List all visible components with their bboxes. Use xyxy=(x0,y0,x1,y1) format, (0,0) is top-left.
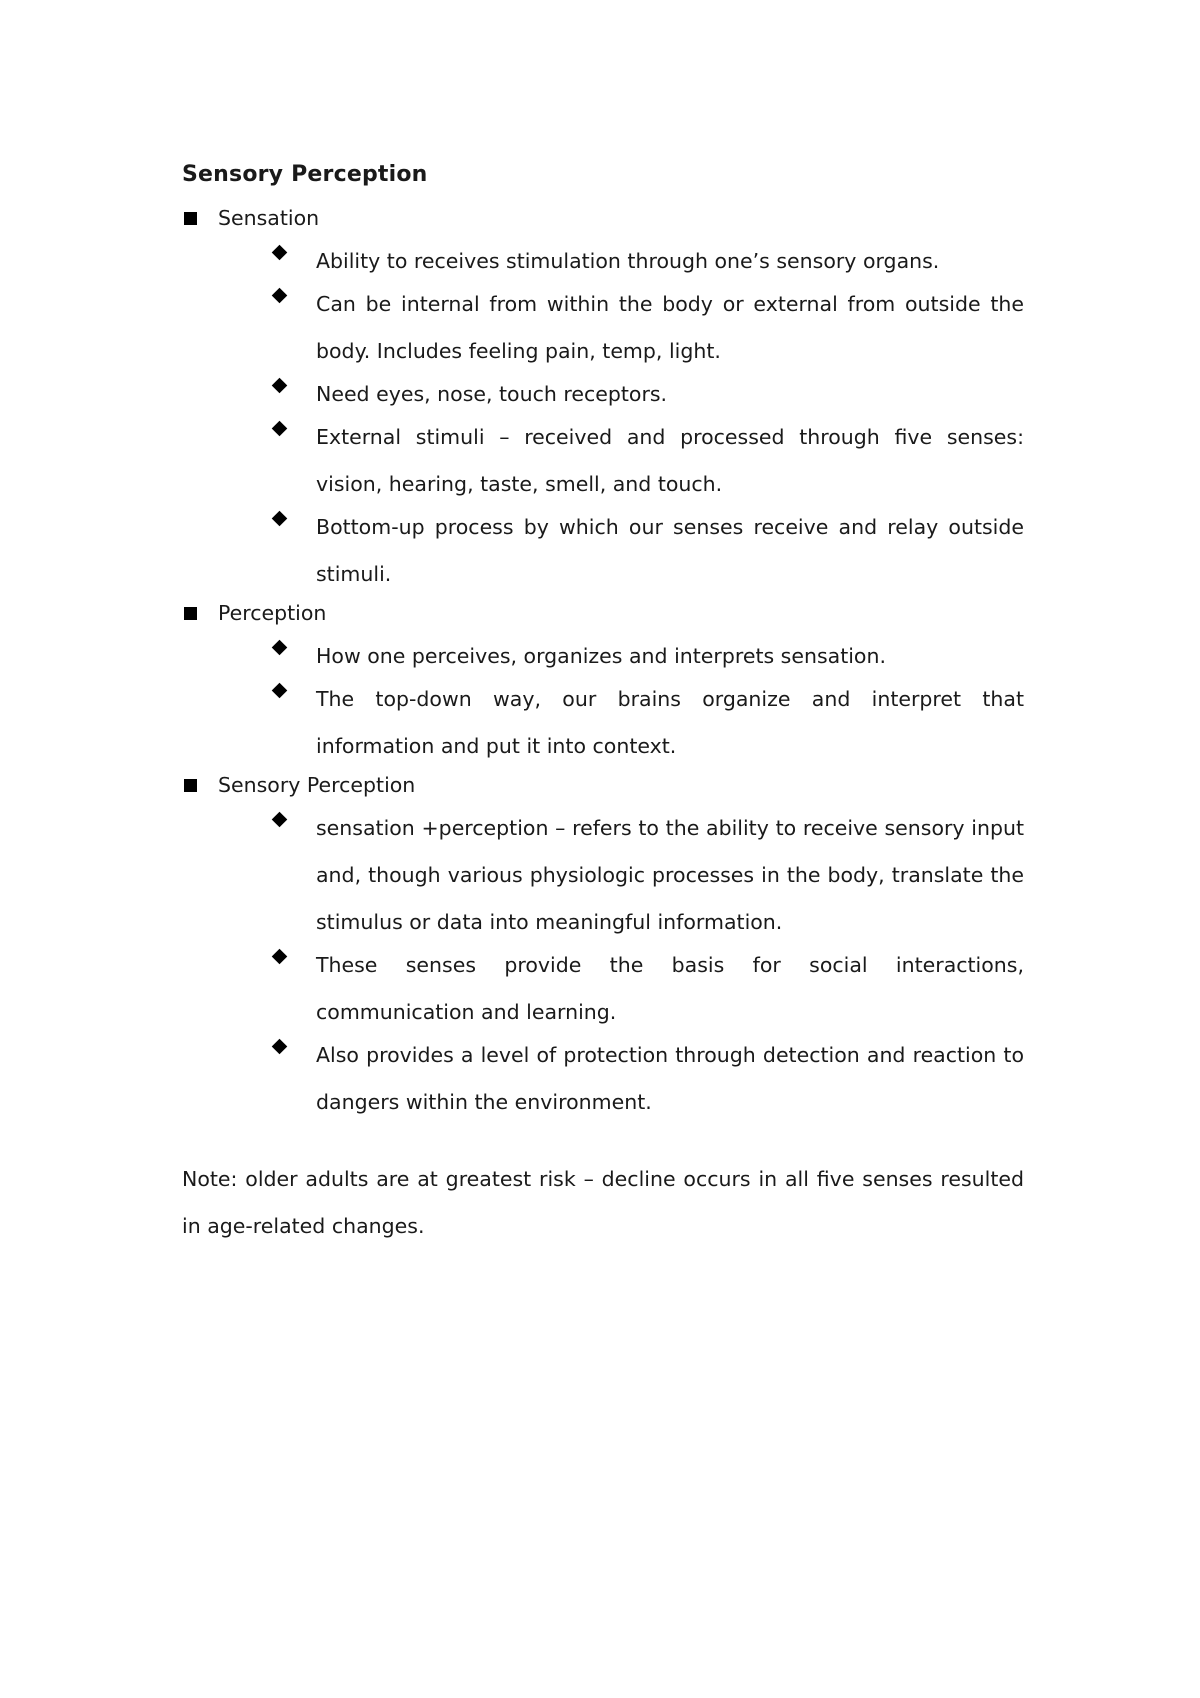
section-sensory-perception xyxy=(182,770,1024,1126)
black-diamond-icon xyxy=(272,640,288,656)
bullet-list xyxy=(182,238,1024,598)
list-item xyxy=(182,414,1024,508)
section-heading xyxy=(182,203,1024,233)
list-item xyxy=(182,504,1024,598)
list-item-text: Can be internal from within the body or external from outside the body. Includes feeling pain, temp, light. xyxy=(316,292,1024,363)
black-diamond-icon xyxy=(272,288,288,304)
list-item xyxy=(182,633,1024,680)
list-item-text: Bottom-up process by which our senses receive and relay outside stimuli. xyxy=(316,515,1024,586)
black-diamond-icon xyxy=(272,1039,288,1055)
list-item-text: Ability to receives stimulation through one’s sensory organs. xyxy=(316,249,940,273)
list-item xyxy=(182,238,1024,285)
section-heading xyxy=(182,770,1024,800)
document-title: Sensory Perception xyxy=(182,162,428,187)
list-item xyxy=(182,805,1024,946)
list-item-text: External stimuli – received and processed through five senses: vision, hearing, taste, smell, and touch. xyxy=(316,425,1024,496)
list-item-text: These senses provide the basis for social interactions, communication and learning. xyxy=(316,953,1024,1024)
section-heading xyxy=(182,598,1024,628)
black-diamond-icon xyxy=(272,949,288,965)
list-item xyxy=(182,676,1024,770)
bullet-list xyxy=(182,633,1024,770)
black-diamond-icon xyxy=(272,245,288,261)
list-item-text: Also provides a level of protection through detection and reaction to dangers within the environment. xyxy=(316,1043,1024,1114)
section-sensation xyxy=(182,203,1024,598)
list-item xyxy=(182,1032,1024,1126)
list-item-text: How one perceives, organizes and interprets sensation. xyxy=(316,644,886,668)
black-square-icon xyxy=(184,212,197,225)
list-item-text: Need eyes, nose, touch receptors. xyxy=(316,382,668,406)
list-item xyxy=(182,942,1024,1036)
black-diamond-icon xyxy=(272,378,288,394)
note-paragraph: Note: older adults are at greatest risk – decline occurs in all five senses resulted in age-related changes. xyxy=(182,1167,1024,1238)
bullet-list xyxy=(182,805,1024,1126)
section-heading-label: Sensation xyxy=(218,206,320,230)
section-perception xyxy=(182,598,1024,770)
list-item xyxy=(182,281,1024,375)
section-heading-label: Perception xyxy=(218,601,327,625)
black-diamond-icon xyxy=(272,421,288,437)
document-body xyxy=(182,160,1024,1250)
list-item-text: sensation +perception – refers to the ability to receive sensory input and, though various physiologic processes in the body, translate the stimulus or data into meaningful information. xyxy=(316,816,1024,934)
list-item xyxy=(182,371,1024,418)
black-diamond-icon xyxy=(272,812,288,828)
black-square-icon xyxy=(184,607,197,620)
section-heading-label: Sensory Perception xyxy=(218,773,416,797)
list-item-text: The top-down way, our brains organize and interpret that information and put it into context. xyxy=(316,687,1024,758)
black-diamond-icon xyxy=(272,511,288,527)
black-square-icon xyxy=(184,779,197,792)
black-diamond-icon xyxy=(272,683,288,699)
